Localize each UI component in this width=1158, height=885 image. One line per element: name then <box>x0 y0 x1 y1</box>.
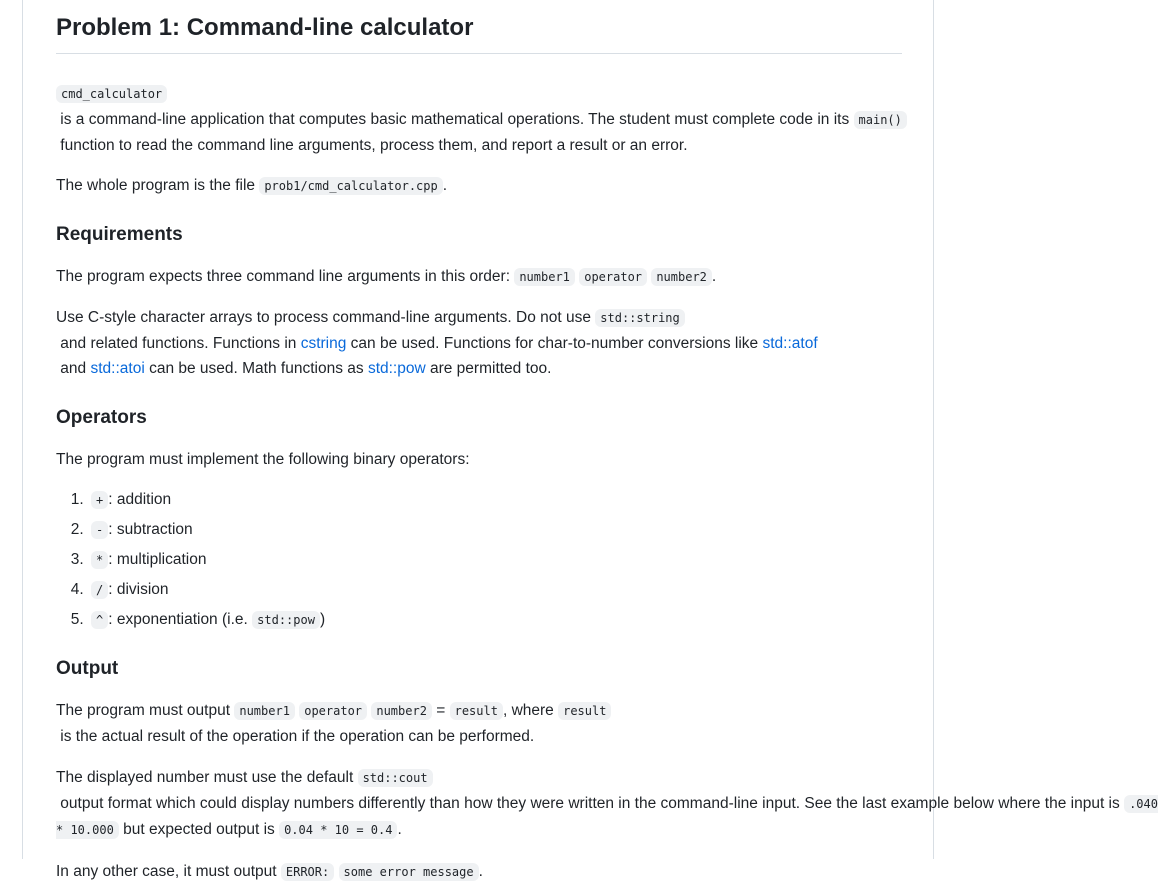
op-desc: : subtraction <box>108 521 193 538</box>
intro-text-1: is a command-line application that computes basic mathematical operations. The student must complete code in its <box>56 111 854 128</box>
link-std-atof[interactable]: std::atof <box>762 335 818 352</box>
req2-text-3: can be used. Functions for char-to-number conversions like <box>346 335 763 352</box>
link-cstring[interactable]: cstring <box>300 335 347 352</box>
req2-text-2: and related functions. Functions in <box>56 335 301 352</box>
op-desc: : exponentiation (i.e. <box>108 611 253 628</box>
output-paragraph-1 <box>56 698 902 749</box>
whole-text-2: . <box>442 177 448 194</box>
whole-program-paragraph <box>56 173 902 199</box>
out2-text-3: but expected output is <box>118 821 280 838</box>
out1-eq: = <box>431 702 450 719</box>
code-error: ERROR: <box>281 863 334 881</box>
code-error-message: some error message <box>339 863 479 881</box>
code-result: result <box>450 702 503 720</box>
readme-card <box>22 0 1158 880</box>
code-input-example: .040 * 10.000 <box>56 797 1158 837</box>
op-desc-end: ) <box>319 611 326 628</box>
code-operator: operator <box>299 702 367 720</box>
list-item <box>88 605 902 635</box>
operators-intro: The program must implement the following binary operators: <box>56 451 470 468</box>
link-std-pow[interactable]: std::pow <box>367 360 426 377</box>
code-number2: number2 <box>651 268 712 286</box>
list-item <box>88 545 902 575</box>
requirements-paragraph-2 <box>56 305 902 381</box>
req2-text-6: are permitted too. <box>425 360 552 377</box>
op-desc: : division <box>108 581 169 598</box>
output-paragraph-3 <box>56 859 902 885</box>
list-item <box>88 515 902 545</box>
output-paragraph-2 <box>56 765 1158 843</box>
code-result: result <box>558 702 611 720</box>
list-item <box>88 575 902 605</box>
op-desc: : multiplication <box>108 551 207 568</box>
list-item <box>88 485 902 515</box>
out3-text-1: In any other case, it must output <box>56 863 281 880</box>
whole-text-1: The whole program is the file <box>56 177 260 194</box>
op-desc: : addition <box>108 491 172 508</box>
operators-heading: Operators <box>56 407 147 428</box>
out1-text-1: The program must output <box>56 702 235 719</box>
code-op: ^ <box>91 611 108 629</box>
out2-text-2: output format which could display numbers differently than how they were written in the command-line input. See the last example below where the input is <box>56 795 1125 812</box>
output-heading: Output <box>56 658 119 679</box>
code-file: prob1/cmd_calculator.cpp <box>259 177 442 195</box>
req1-text-2: . <box>711 268 717 285</box>
code-number2: number2 <box>371 702 432 720</box>
readme-content <box>56 0 1158 885</box>
intro-paragraph <box>56 81 902 158</box>
code-number1: number1 <box>514 268 575 286</box>
code-op: * <box>91 551 108 569</box>
code-app: cmd_calculator <box>56 85 167 103</box>
code-std-string: std::string <box>595 309 684 327</box>
operators-list <box>56 485 902 635</box>
code-number1: number1 <box>234 702 295 720</box>
requirements-paragraph-1 <box>56 264 902 290</box>
code-std-cout: std::cout <box>358 769 433 787</box>
code-expected-output: 0.04 * 10 = 0.4 <box>279 821 397 839</box>
code-op: / <box>91 581 108 599</box>
code-main: main() <box>854 111 907 129</box>
page-title: Problem 1: Command-line calculator <box>56 0 902 54</box>
out2-text-1: The displayed number must use the default <box>56 769 358 786</box>
out1-text-2: , where <box>502 702 559 719</box>
code-op: + <box>91 491 108 509</box>
code-operator: operator <box>579 268 647 286</box>
req1-text-1: The program expects three command line arguments in this order: <box>56 268 515 285</box>
req2-text-1: Use C-style character arrays to process command-line arguments. Do not use <box>56 309 596 326</box>
code-op: - <box>91 521 108 539</box>
out2-text-4: . <box>397 821 402 838</box>
link-std-atoi[interactable]: std::atoi <box>90 360 145 377</box>
out1-text-3: is the actual result of the operation if the operation can be performed. <box>56 728 535 745</box>
requirements-heading: Requirements <box>56 224 183 245</box>
out3-text-2: . <box>478 863 483 880</box>
req2-text-5: can be used. Math functions as <box>144 360 368 377</box>
req2-text-4: and <box>56 360 91 377</box>
code-std-pow: std::pow <box>252 611 320 629</box>
intro-text-2: function to read the command line arguments, process them, and report a result or an error. <box>56 137 688 154</box>
